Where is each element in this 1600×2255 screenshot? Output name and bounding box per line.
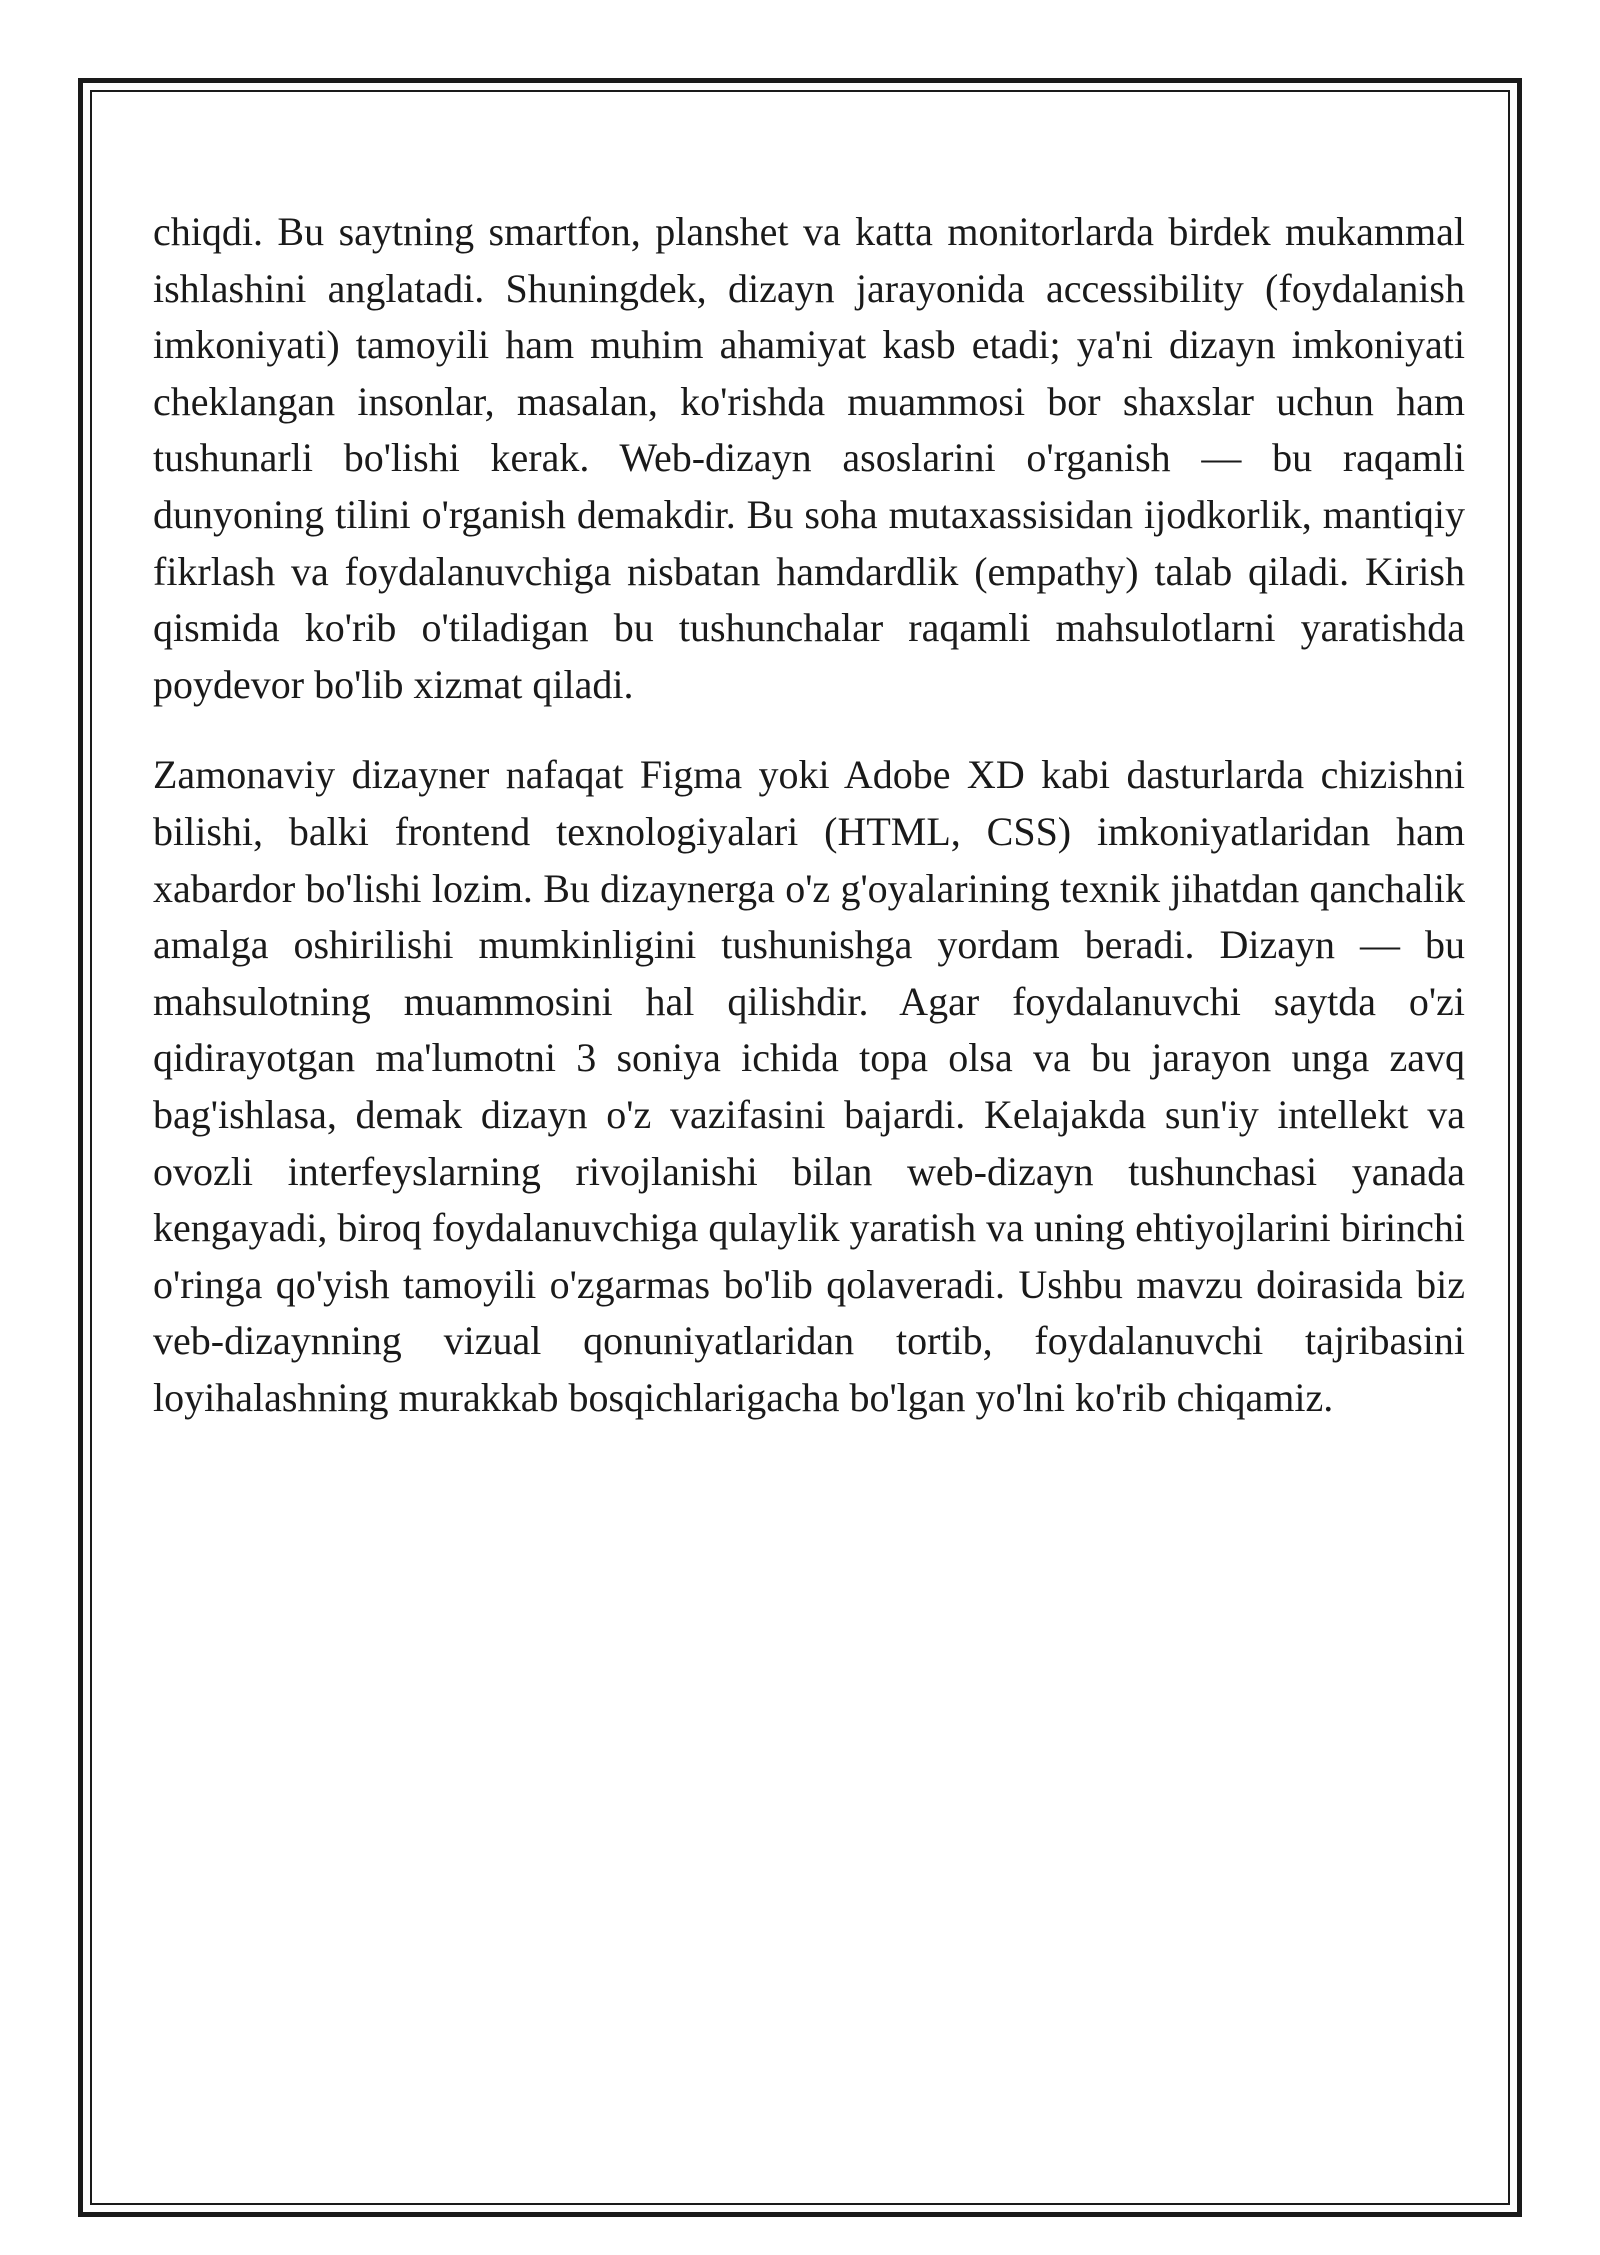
- paragraph-2: Zamonaviy dizayner nafaqat Figma yoki Adobe XD kabi dasturlarda chizishni bilishi, balki frontend texnologiyalari (HTML, CSS) imkoniyatlaridan ham xabardor bo'lishi lozim. Bu dizaynerga o'z g'oyalarining texnik jihatdan qanchalik amalga oshirilishi mumkinligini tushunishga yordam beradi. Dizayn — bu mahsulotning muammosini hal qilishdir. Agar foydalanuvchi saytda o'zi qidirayotgan ma'lumotni 3 soniya ichida topa olsa va bu jarayon unga zavq bag'ishlasa, demak dizayn o'z vazifasini bajardi. Kelajakda sun'iy intellekt va ovozli interfeyslarning rivojlanishi bilan web-dizayn tushunchasi yanada kengayadi, biroq foydalanuvchiga qulaylik yaratish va uning ehtiyojlarini birinchi o'ringa qo'yish tamoyili o'zgarmas bo'lib qolaveradi. Ushbu mavzu doirasida biz veb-dizaynning vizual qonuniyatlaridan tortib, foydalanuvchi tajribasini loyihalashning murakkab bosqichlarigacha bo'lgan yo'lni ko'rib chiqamiz.: [153, 752, 1465, 1420]
- paragraph-1: chiqdi. Bu saytning smartfon, planshet va katta monitorlarda birdek mukammal ishlashini anglatadi. Shuningdek, dizayn jarayonida accessibility (foydalanish imkoniyati) tamoyili ham muhim ahamiyat kasb etadi; ya'ni dizayn imkoniyati cheklangan insonlar, masalan, ko'rishda muammosi bor shaxslar uchun ham tushunarli bo'lishi kerak. Web-dizayn asoslarini o'rganish — bu raqamli dunyoning tilini o'rganish demakdir. Bu soha mutaxassisidan ijodkorlik, mantiqiy fikrlash va foydalanuvchiga nisbatan hamdardlik (empathy) talab qiladi. Kirish qismida ko'rib o'tiladigan bu tushunchalar raqamli mahsulotlarni yaratishda poydevor bo'lib xizmat qiladi.: [153, 209, 1465, 707]
- document-body: [153, 204, 1465, 1426]
